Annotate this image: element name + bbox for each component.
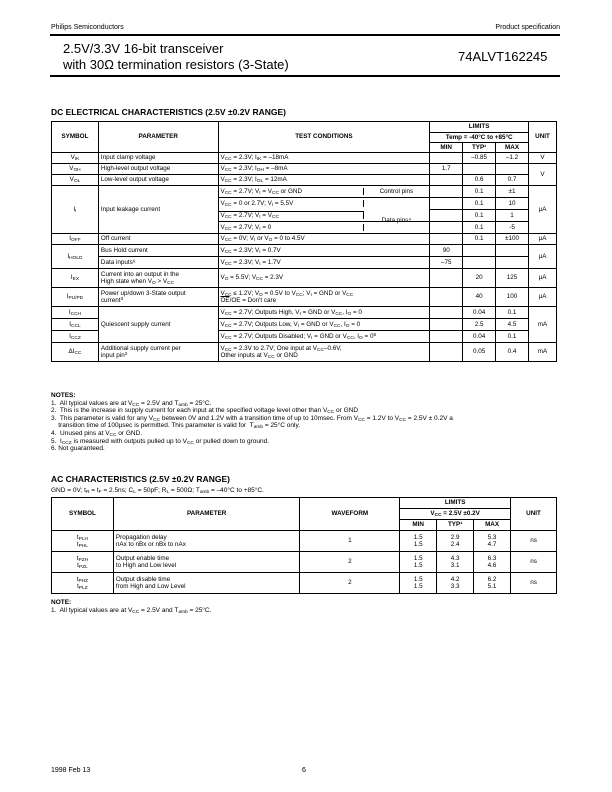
unit-vik: V [529,153,557,164]
ac-param-3: Output disable time from High and Low Level [113,573,300,594]
unit-dicc: mA [529,343,557,362]
ac-param-1: Propagation delay nAx to nBx or nBx to nAx [113,531,300,552]
ac-unit-1: ns [511,531,557,552]
max-ii-4: -5 [496,222,529,234]
company-name: Philips Semiconductors [51,24,124,31]
ac-typ-3: 4.2 3.3 [437,573,474,594]
title-line-1: 2.5V/3.3V 16-bit transceiver [63,41,224,56]
table-row [52,153,557,164]
param-vol: Low-level output voltage [98,175,218,186]
dc-note-6: 6. Not guaranteed. [51,445,105,453]
ac-typ-1: 2.9 2.4 [437,531,474,552]
max-iccz: 0.1 [496,331,529,343]
table-row [52,175,557,186]
dc-note-4: 4. Unused pins at $V_{CC}$ or GND. [51,429,143,438]
unit-ioff: µA [529,234,557,245]
table-row [52,245,557,257]
ac-header-typ: TYP¹ [437,520,474,531]
title-line-2: with 30Ω termination resistors (3-State) [63,57,289,72]
symbol-iex: $I_{EX}$ [52,269,99,288]
param-ihold-2: Data inputs⁶ [98,257,218,269]
max-iex: 125 [496,269,529,288]
param-iex: Current into an output in the High state when $V_O > V_{CC}$ [98,269,218,288]
dc-header-conditions: TEST CONDITIONS [218,122,430,153]
dc-header-symbol: SYMBOL [52,122,99,153]
max-ii-1: ±1 [496,186,529,198]
dc-header-parameter: PARAMETER [98,122,218,153]
pins-control: Control pins [379,187,414,195]
ac-symbol-3: $t_{PHZ}$ $t_{PLZ}$ [52,573,114,594]
param-vik: Input clamp voltage [98,153,218,164]
ac-wave-1: 1 [300,531,400,552]
typ-ii-3: 0.1 [463,210,496,222]
typ-iccl: 2.5 [463,319,496,331]
param-ii: Input leakage current [98,186,218,234]
cond-iccl: $V_{CC} = 2.7V$; Outputs Low, $V_I$ = GND or $V_{CC}$, $I_O = 0$ [218,319,430,331]
param-ihold-1: Bus Hold current [98,245,218,257]
symbol-ihold: $I_{HOLD}$ [52,245,99,269]
max-icch: 0.1 [496,307,529,319]
param-icc: Quiescent supply current [98,307,218,343]
ac-min-3: 1.5 1.5 [400,573,437,594]
pins-data: Data pins⁴ [381,217,412,225]
ac-symbol-2: $t_{PZH}$ $t_{PZL}$ [52,552,114,573]
cond-dicc: $V_{CC} = 2.3V$ to 2.7V; One input at $V_{CC}-0.6V$, Other inputs at $V_{CC}$ or GND [218,343,430,362]
dc-header-min: MIN [430,143,463,153]
document-type: Product specification [495,24,560,31]
dc-section-title: DC ELECTRICAL CHARACTERISTICS (2.5V ±0.2V RANGE) [51,107,286,117]
cond-ii-2: $V_{CC} = 0$ or 2.7V; $V_I = 5.5V$ [219,200,364,207]
ac-wave-2: 2 [300,552,400,573]
min-voh: 1.7 [430,164,463,175]
dc-note-3b: transition time of 100µsec is permitted. This parameter is valid for $T_{amb} = 25^\circ C$ only. [51,422,301,431]
cond-ipu: $V_{CC} \le 1.2V$; $V_O = 0.5V$ to $V_{CC}$; $V_I$ = GND or $V_{CC}$ $\overline{OE}/OE = Don't$ care [218,288,430,307]
symbol-dicc: $\Delta I_{CC}$ [52,343,99,362]
ac-max-1: 5.3 4.7 [474,531,511,552]
ac-typ-2: 4.3 3.1 [437,552,474,573]
unit-ii: µA [529,186,557,234]
unit-ipu: µA [529,288,557,307]
cond-vol: $V_{CC} = 2.3V$; $I_{OL} = 12mA$ [218,175,430,186]
param-voh: High-level output voltage [98,164,218,175]
footer-date: 1998 Feb 13 [51,767,91,774]
table-row [52,234,557,245]
cond-ioff: $V_{CC} = 0V$; $V_I$ or $V_O = 0$ to 4.5V [218,234,430,245]
table-row [52,343,557,362]
dc-note-3: 3. This parameter is valid for any $V_{CC}$ between 0V and 1.2V with a transition time of up to 10msec. From $V_{CC} = 1.2V$ to $V_{CC} = 2.5V \pm 0.2V$ a [51,414,453,423]
max-ii-2: 10 [496,198,529,210]
min-ihold-2: –75 [430,257,463,269]
max-dicc: 0.4 [496,343,529,362]
cond-ii-4: $V_{CC} = 2.7V$; $V_I = 0$ [219,224,364,231]
table-row [52,573,557,594]
unit-icc: mA [529,307,557,343]
dc-header-limits: LIMITS [430,122,529,133]
ac-unit-2: ns [511,552,557,573]
cond-ihold-1: $V_{CC} = 2.3V$; $V_I = 0.7V$ [218,245,430,257]
dc-header-max: MAX [496,143,529,153]
table-row [52,531,557,552]
ac-unit-3: ns [511,573,557,594]
ac-header-vcc: $V_{CC} = 2.5V \pm 0.2V$ [400,509,511,520]
ac-header-parameter: PARAMETER [113,498,300,531]
ac-header-unit: UNIT [511,498,557,531]
param-ioff: Off current [98,234,218,245]
ac-notes [51,599,211,614]
typ-ii-4: 0.1 [463,222,496,234]
ac-min-2: 1.5 1.5 [400,552,437,573]
symbol-vol: $V_{OL}$ [52,175,99,186]
typ-iccz: 0.04 [463,331,496,343]
part-number: 74ALVT162245 [458,49,548,64]
ac-header-max: MAX [474,520,511,531]
ac-max-2: 6.3 4.6 [474,552,511,573]
ac-note-1: 1. All typical values are at $V_{CC} = 2.5V$ and $T_{amb} = 25^\circ C$. [51,606,212,615]
max-iccl: 4.5 [496,319,529,331]
table-row [52,269,557,288]
symbol-ioff: $I_{OFF}$ [52,234,99,245]
ac-max-3: 6.2 5.1 [474,573,511,594]
page-number: 6 [302,767,306,774]
cond-ii-3: $V_{CC} = 2.7V$; $V_I = V_{CC}$ [219,211,364,219]
param-ipu: Power up/down 3-State output current$^3$ [98,288,218,307]
symbol-vik: $V_{IK}$ [52,153,99,164]
typ-ioff: 0.1 [463,234,496,245]
table-row [52,164,557,175]
cond-ihold-2: $V_{CC} = 2.3V$; $V_I = 1.7V$ [218,257,430,269]
ac-header-symbol: SYMBOL [52,498,114,531]
symbol-ipu: $I_{PU/PD}$ [52,288,99,307]
cond-iex: $V_O = 5.5V$; $V_{CC} = 2.3V$ [218,269,430,288]
cond-vik: $V_{CC} = 2.3V$; $I_{IK} = -18mA$ [218,153,430,164]
typ-ii-1: 0.1 [463,186,496,198]
table-row [52,257,557,269]
typ-ii-2: 0.1 [463,198,496,210]
dc-note-2: 2. This is the increase in supply current for each input at the specified voltage level other than $V_{CC}$ or GND [51,407,359,416]
cond-ii-1: $V_{CC} = 2.7V$; $V_I = V_{CC}$ or GND [219,188,364,195]
dc-header-typ: TYP¹ [463,143,496,153]
ac-header-limits: LIMITS [400,498,511,509]
ac-notes-title: NOTE: [51,599,72,606]
unit-iex: µA [529,269,557,288]
typ-iex: 20 [463,269,496,288]
dc-notes [51,392,561,453]
ac-min-1: 1.5 1.5 [400,531,437,552]
ac-wave-3: 2 [300,573,400,594]
max-vik: –1.2 [496,153,529,164]
ac-symbol-1: $t_{PLH}$ $t_{PHL}$ [52,531,114,552]
cond-icch: $V_{CC} = 2.7V$; Outputs High, $V_I$ = GND or $V_{CC}$, $I_O = 0$ [218,307,430,319]
max-ioff: ±100 [496,234,529,245]
cond-iccz: $V_{CC} = 2.7V$; Outputs Disabled; $V_I$ = GND or $V_{CC}$, $I_O = 0^5$ [218,331,430,343]
typ-icch: 0.04 [463,307,496,319]
symbol-voh: $V_{OH}$ [52,164,99,175]
ac-conditions: GND = 0V; $t_R = t_F = 2.5ns$; $C_L = 50pF$; $R_L = 500\Omega$; $T_{amb} = -40^\circ C$ to +85°C. [51,487,264,495]
ac-param-2: Output enable time to High and Low level [113,552,300,573]
unit-voh-vol: V [529,164,557,186]
cond-voh: $V_{CC} = 2.3V$; $I_{OH} = -8mA$ [218,164,430,175]
symbol-ii: $I_I$ [52,186,99,234]
dc-note-1: 1. All typical values are at $V_{CC} = 2.5V$ and $T_{amb} = 25^\circ C$. [51,399,212,408]
symbol-icch: $I_{CCH}$ [52,307,99,319]
ac-characteristics-table [51,497,557,594]
typ-vik: –0.85 [463,153,496,164]
max-ipu: 100 [496,288,529,307]
dc-header-unit: UNIT [529,122,557,153]
min-ihold-1: 90 [430,245,463,257]
ac-header-waveform: WAVEFORM [300,498,400,531]
dc-header-temp: Temp = -40°C to +85°C [430,133,529,143]
dc-note-5: 5. $I_{CCZ}$ is measured with outputs pulled up to $V_{CC}$ or pulled down to ground. [51,437,270,446]
typ-ipu: 40 [463,288,496,307]
ac-section-title: AC CHARACTERISTICS (2.5V ±0.2V RANGE) [51,474,230,484]
unit-ihold: µA [529,245,557,269]
table-row [52,307,557,319]
ac-header-min: MIN [400,520,437,531]
typ-vol: 0.6 [463,175,496,186]
max-vol: 0.7 [496,175,529,186]
typ-dicc: 0.05 [463,343,496,362]
symbol-iccz: $I_{CCZ}$ [52,331,99,343]
param-dicc: Additional supply current per input pin$^2$ [98,343,218,362]
dc-characteristics-table [51,121,557,362]
table-row [52,288,557,307]
dc-notes-title: NOTES: [51,392,76,399]
table-row [52,186,557,198]
max-ii-3: 1 [496,210,529,222]
table-row [52,552,557,573]
symbol-iccl: $I_{CCL}$ [52,319,99,331]
